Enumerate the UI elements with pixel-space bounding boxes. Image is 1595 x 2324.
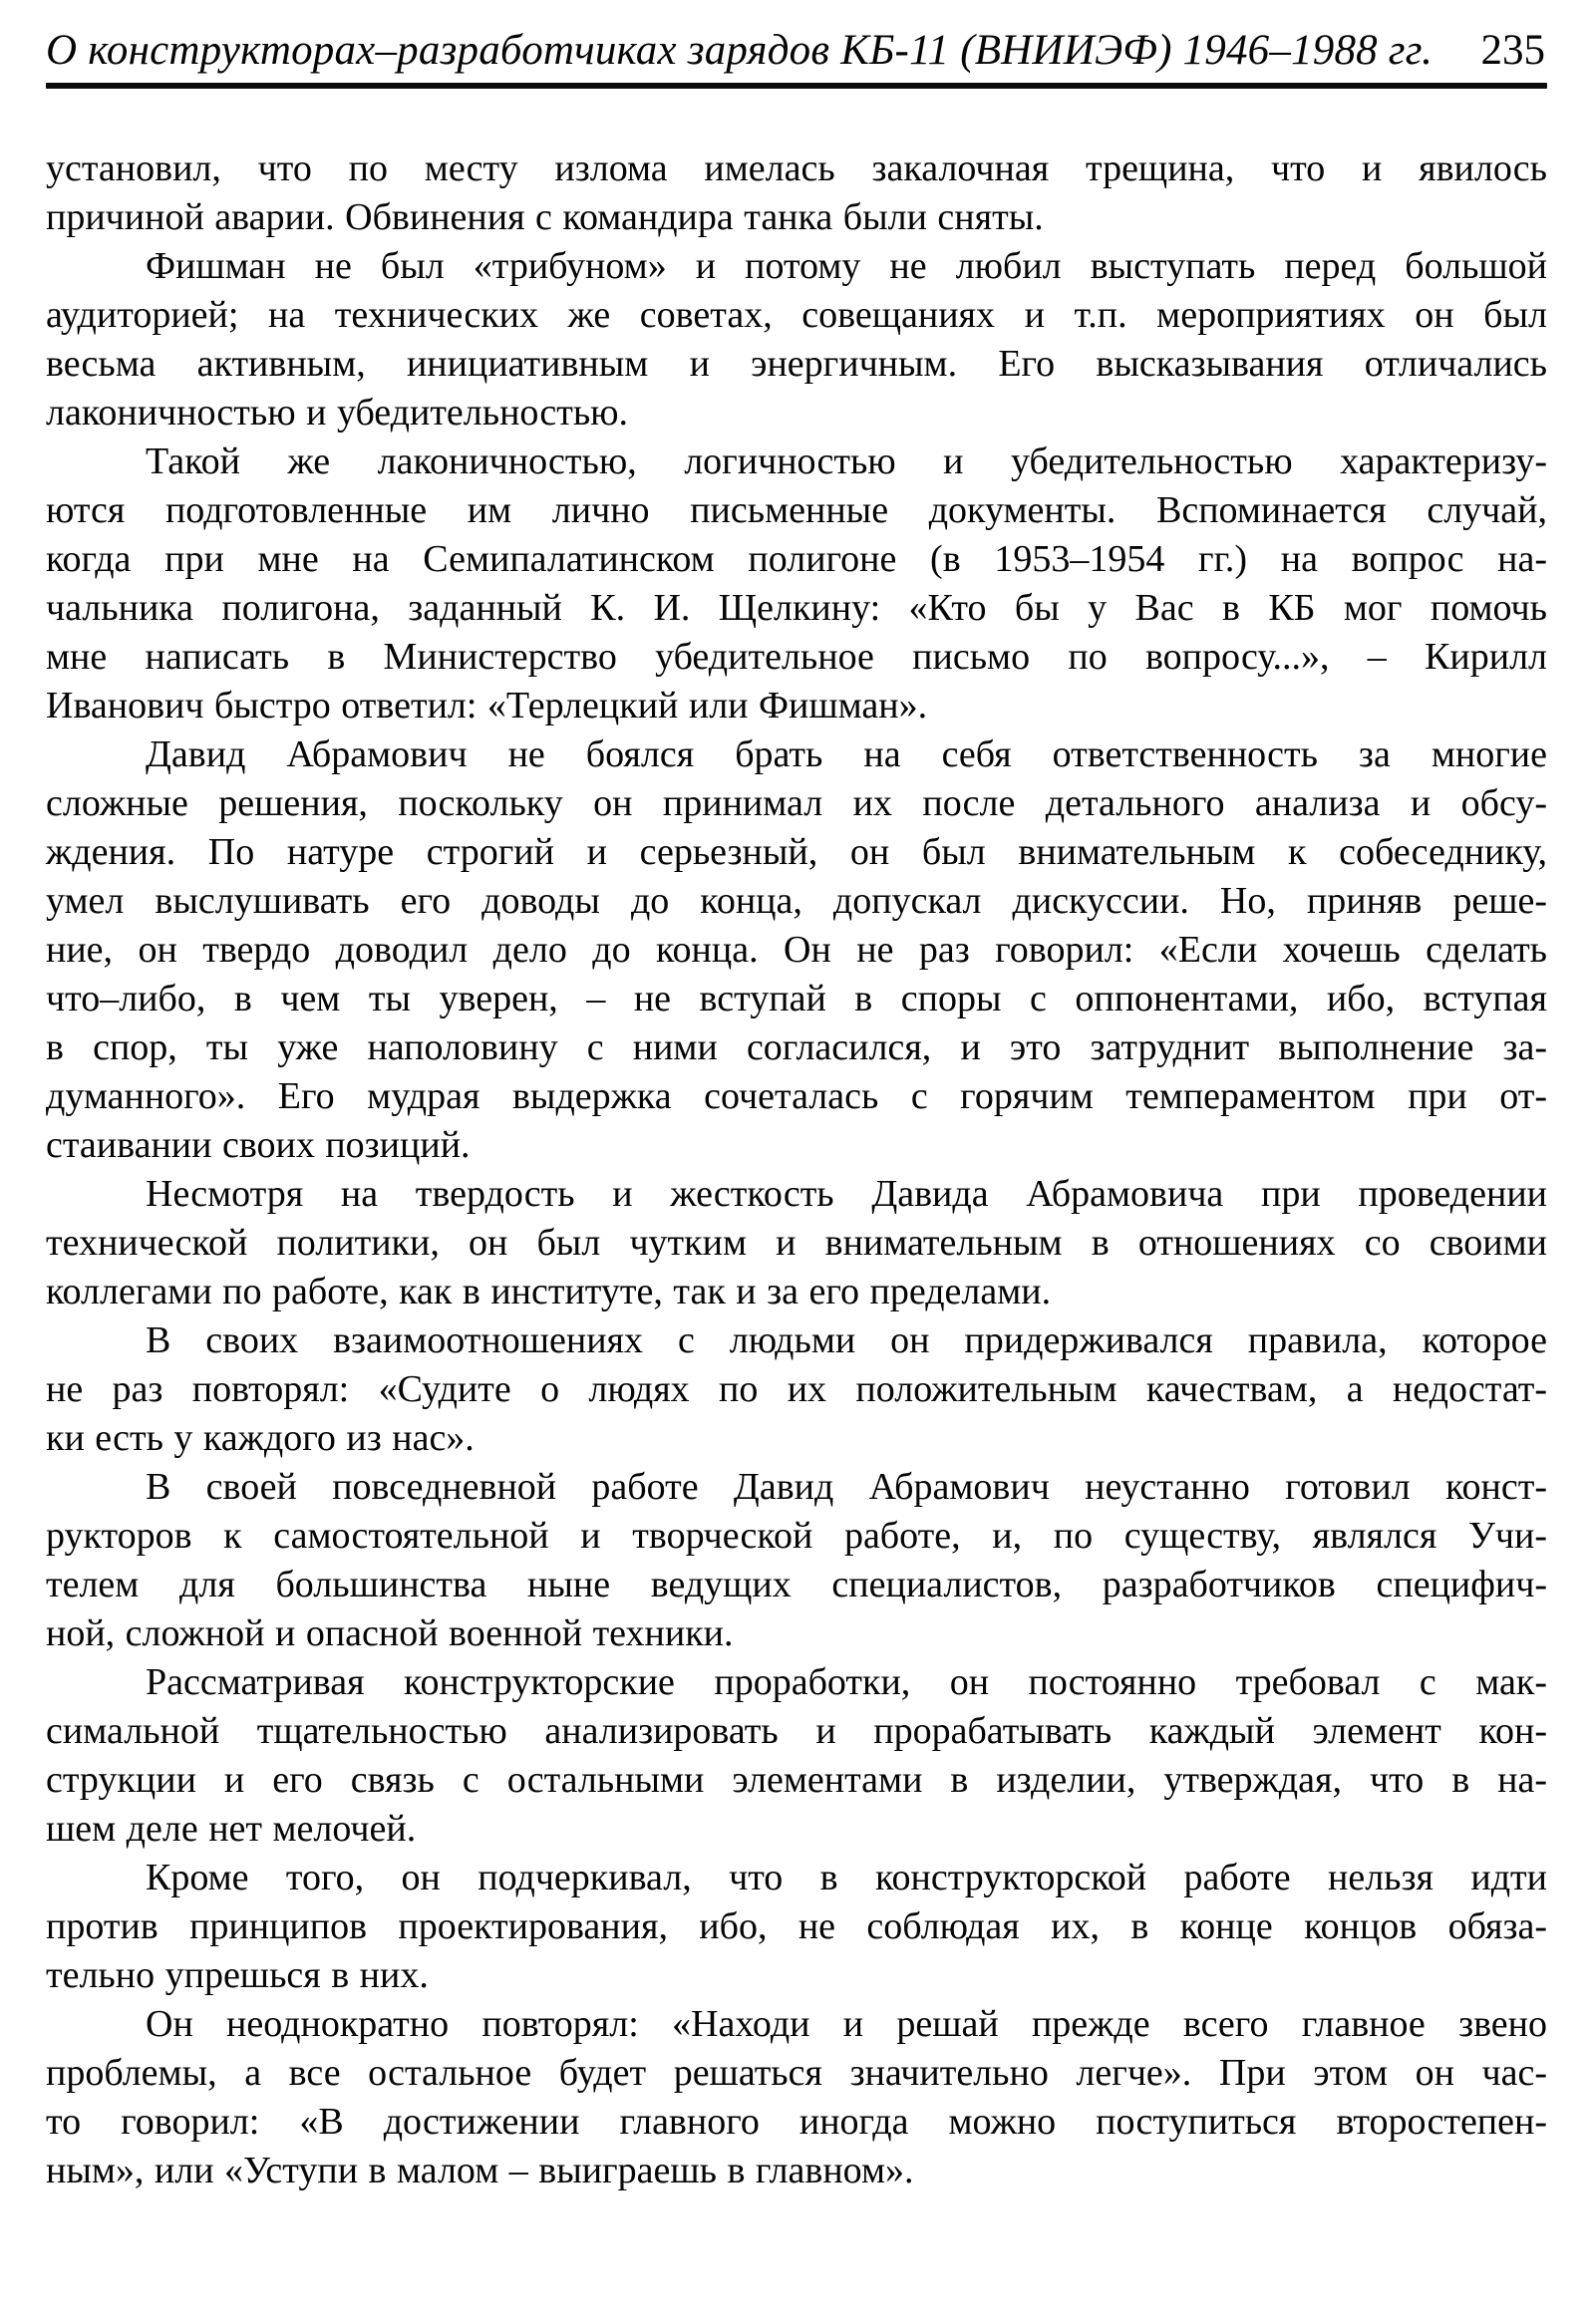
text-line: В своей повседневной работе Давид Абрамович неустанно готовил конст- [146, 1466, 1547, 1508]
text-line: тельно упрешься в них. [46, 1954, 429, 1996]
text-line: мне написать в Министерство убедительное письмо по вопросу...», – Кирилл [46, 636, 1547, 678]
running-title: О конструкторах–разработчиках зарядов КБ-11 (ВНИИЭФ) 1946–1988 гг. [46, 27, 1434, 74]
text-line: шем деле нет мелочей. [46, 1808, 417, 1850]
text-line: струкции и его связь с остальными элементами в изделии, утверждая, что в на- [46, 1759, 1547, 1801]
paragraph [46, 1658, 1547, 1854]
text-line: что–либо, в чем ты уверен, – не вступай в споры с оппонентами, ибо, вступая [46, 978, 1547, 1019]
text-line: ние, он твердо доводил дело до конца. Он не раз говорил: «Если хочешь сделать [46, 929, 1547, 971]
paragraph [46, 1463, 1547, 1658]
paragraph [46, 145, 1547, 242]
text-line: ной, сложной и опасной военной техники. [46, 1612, 734, 1654]
text-line: технической политики, он был чутким и внимательным в отношениях со своими [46, 1222, 1547, 1264]
text-line: думанного». Его мудрая выдержка сочеталась с горячим темпераментом при от- [46, 1075, 1547, 1117]
text-line: сложные решения, поскольку он принимал их после детального анализа и обсу- [46, 782, 1547, 824]
text-line: умел выслушивать его доводы до конца, допускал дискуссии. Но, приняв реше- [46, 880, 1547, 922]
text-line: Фишман не был «трибуном» и потому не любил выступать перед большой [146, 245, 1547, 287]
text-line: Давид Абрамович не боялся брать на себя ответственность за многие [146, 733, 1547, 775]
header-rule [46, 83, 1547, 89]
text-line: В своих взаимоотношениях с людьми он придерживался правила, которое [146, 1319, 1547, 1361]
paragraph [46, 437, 1547, 730]
page-number: 235 [1480, 27, 1545, 74]
text-line: ки есть у каждого из нас». [46, 1417, 475, 1459]
text-line: чальника полигона, заданный К. И. Щелкину: «Кто бы у Вас в КБ мог помочь [46, 587, 1547, 629]
text-line: то говорил: «В достижении главного иногда можно поступиться второстепен- [46, 2101, 1547, 2143]
text-line: Кроме того, он подчеркивал, что в конструкторской работе нельзя идти [146, 1857, 1547, 1898]
text-line: телем для большинства ныне ведущих специалистов, разработчиков специфич- [46, 1564, 1547, 1605]
text-line: Он неоднократно повторял: «Находи и решай прежде всего главное звено [146, 2003, 1547, 2045]
text-line: Несмотря на твердость и жесткость Давида Абрамовича при проведении [146, 1173, 1547, 1215]
text-line: Такой же лаконичностью, логичностью и убедительностью характеризу- [146, 440, 1547, 482]
text-line: коллегами по работе, как в институте, так и за его пределами. [46, 1271, 1052, 1312]
paragraph [46, 1854, 1547, 2000]
paragraph [46, 1170, 1547, 1316]
text-line: стаивании своих позиций. [46, 1124, 471, 1166]
paragraph [46, 242, 1547, 437]
paragraph [46, 2000, 1547, 2195]
text-line: когда при мне на Семипалатинском полигоне (в 1953–1954 гг.) на вопрос на- [46, 538, 1547, 580]
text-line: Иванович быстро ответил: «Терлецкий или Фишман». [46, 685, 928, 726]
text-line: ным», или «Уступи в малом – выиграешь в главном». [46, 2150, 914, 2191]
paragraph [46, 1316, 1547, 1463]
text-line: против принципов проектирования, ибо, не соблюдая их, в конце концов обяза- [46, 1905, 1547, 1947]
text-line: ждения. По натуре строгий и серьезный, он был внимательным к собеседнику, [46, 831, 1547, 873]
text-line: в спор, ты уже наполовину с ними согласился, и это затруднит выполнение за- [46, 1026, 1547, 1068]
body-text [46, 145, 1547, 2195]
page-header [46, 26, 1547, 76]
text-line: весьма активным, инициативным и энергичным. Его высказывания отличались [46, 343, 1547, 385]
text-line: проблемы, а все остальное будет решаться значительно легче». При этом он час- [46, 2052, 1547, 2094]
text-line: Рассматривая конструкторские проработки, он постоянно требовал с мак- [146, 1661, 1547, 1703]
text-line: установил, что по месту излома имелась закалочная трещина, что и явилось [46, 147, 1547, 189]
text-line: аудиторией; на технических же советах, совещаниях и т.п. мероприятиях он был [46, 294, 1547, 336]
paragraph [46, 730, 1547, 1170]
text-line: лаконичностью и убедительностью. [46, 392, 629, 434]
text-line: причиной аварии. Обвинения с командира танка были сняты. [46, 196, 1044, 238]
text-line: рукторов к самостоятельной и творческой работе, и, по существу, являлся Учи- [46, 1515, 1547, 1557]
text-line: ются подготовленные им лично письменные документы. Вспоминается случай, [46, 489, 1547, 531]
text-line: симальной тщательностью анализировать и прорабатывать каждый элемент кон- [46, 1710, 1547, 1752]
text-line: не раз повторял: «Судите о людях по их положительным качествам, а недостат- [46, 1368, 1547, 1410]
